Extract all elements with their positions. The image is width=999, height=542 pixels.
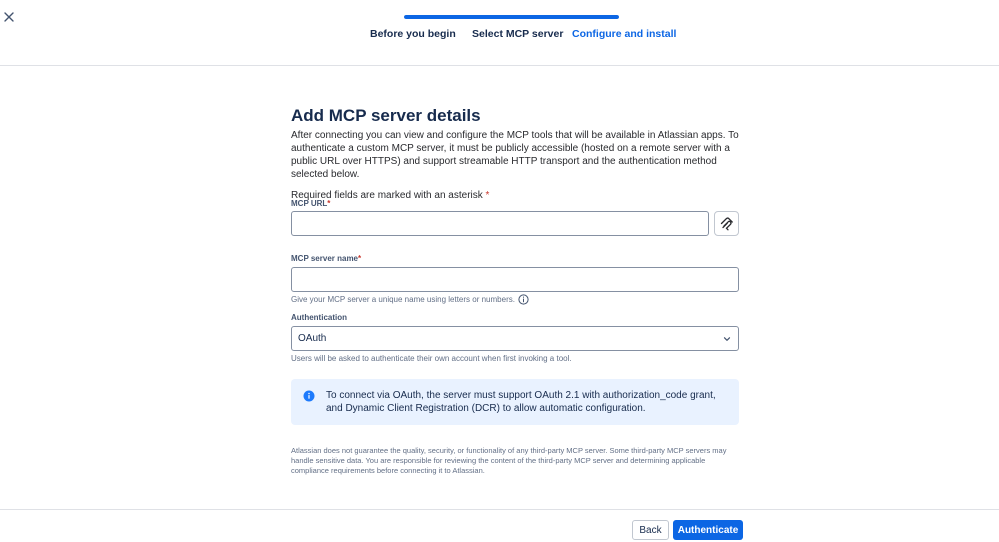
step-configure-and-install: Configure and install [572, 28, 677, 40]
authentication-helper: Users will be asked to authenticate their own account when first invoking a tool. [291, 354, 572, 363]
server-name-label-text: MCP server name [291, 254, 358, 263]
info-icon [303, 390, 315, 402]
mcp-icon [720, 217, 734, 231]
chevron-down-icon [722, 334, 732, 344]
info-outline-icon[interactable] [518, 294, 529, 305]
stepper [0, 0, 999, 66]
mcp-icon-button[interactable] [714, 211, 739, 236]
server-name-label [291, 254, 361, 263]
authentication-select[interactable] [291, 326, 739, 351]
oauth-info-banner [291, 379, 739, 425]
required-note [291, 190, 739, 201]
authenticate-button[interactable]: Authenticate [673, 520, 743, 540]
page-title: Add MCP server details [291, 106, 481, 125]
disclaimer: Atlassian does not guarantee the quality, security, or functionality of any third-party MCP server. Some third-party MCP servers may handle sensitive data. You are responsible for reviewing the content of the third-party MCP server and determining applicable compliance requirements before connecting it to Atlassian. [291, 446, 727, 475]
server-name-helper [291, 294, 529, 305]
mcp-url-asterisk: * [327, 199, 331, 208]
step-select-mcp-server: Select MCP server [472, 28, 564, 40]
authentication-selected-value: OAuth [298, 333, 327, 344]
mcp-url-field[interactable] [291, 211, 709, 236]
server-name-asterisk: * [358, 254, 362, 263]
authentication-label: Authentication [291, 313, 347, 322]
step-before-you-begin: Before you begin [370, 28, 456, 40]
server-name-input[interactable] [292, 268, 738, 291]
mcp-url-input[interactable] [292, 212, 708, 235]
mcp-url-label-text: MCP URL [291, 199, 328, 208]
mcp-url-label [291, 199, 330, 208]
info-banner-text: To connect via OAuth, the server must support OAuth 2.1 with authorization_code grant, and Dynamic Client Registration (DCR) to allow automatic configuration. [326, 390, 716, 414]
back-button[interactable]: Back [632, 520, 669, 540]
required-asterisk: * [485, 190, 490, 201]
page-description: After connecting you can view and configure the MCP tools that will be available in Atlassian apps. To authenticate a custom MCP server, it must be publicly accessible (hosted on a remote server with a public URL over HTTPS) and support streamable HTTP transport and the authentication method selected below. [291, 130, 739, 180]
form-intro [291, 106, 739, 201]
server-name-field[interactable] [291, 267, 739, 292]
required-note-text: Required fields are marked with an asterisk [291, 190, 483, 201]
footer [0, 509, 999, 542]
progress-fill [404, 15, 619, 19]
progress-bar [404, 15, 619, 19]
server-name-helper-text: Give your MCP server a unique name using letters or numbers. [291, 295, 515, 304]
